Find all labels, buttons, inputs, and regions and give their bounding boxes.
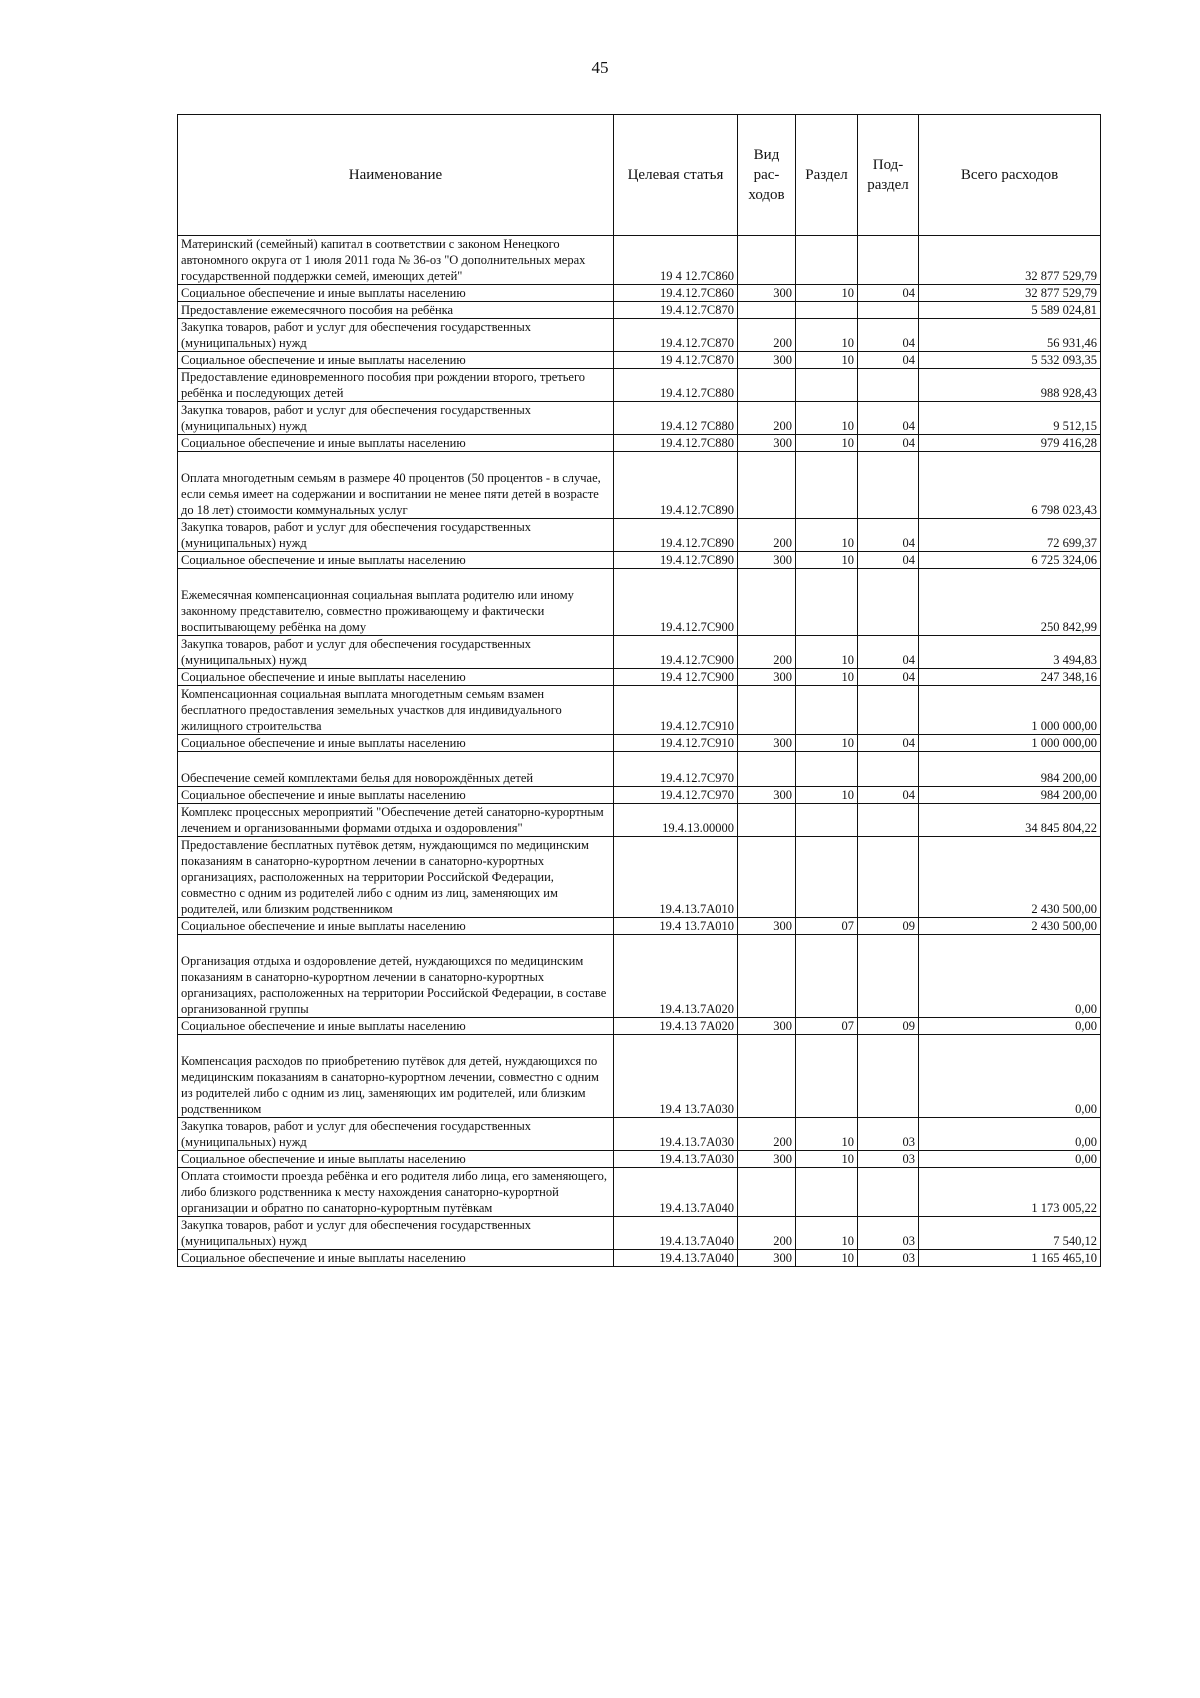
cell-subsection	[858, 236, 919, 285]
cell-total: 34 845 804,22	[919, 804, 1101, 837]
cell-kind: 200	[738, 402, 796, 435]
cell-name: Социальное обеспечение и иные выплаты населению	[178, 1018, 614, 1035]
page-number: 45	[591, 58, 609, 77]
cell-total: 6 798 023,43	[919, 452, 1101, 519]
cell-total: 72 699,37	[919, 519, 1101, 552]
cell-section	[796, 686, 858, 735]
cell-article: 19.4.12.7С970	[614, 752, 738, 787]
cell-article: 19.4 13.7А030	[614, 1035, 738, 1118]
cell-article: 19.4.13.7А020	[614, 935, 738, 1018]
cell-name: Социальное обеспечение и иные выплаты населению	[178, 552, 614, 569]
cell-section	[796, 752, 858, 787]
cell-kind: 300	[738, 735, 796, 752]
table-row	[178, 1250, 1101, 1267]
table-row	[178, 1168, 1101, 1217]
cell-subsection: 04	[858, 402, 919, 435]
table-row	[178, 319, 1101, 352]
table-row	[178, 636, 1101, 669]
cell-kind: 300	[738, 552, 796, 569]
cell-name: Компенсация расходов по приобретению путёвок для детей, нуждающихся по медицинским показаниям в санаторно-курортном лечении, совместно с одним из родителей либо с одним из лиц, заменяющих им родителей, или близким родственником	[178, 1035, 614, 1118]
cell-kind: 300	[738, 285, 796, 302]
cell-section: 10	[796, 1151, 858, 1168]
cell-article: 19.4.13.7А030	[614, 1118, 738, 1151]
cell-name: Социальное обеспечение и иные выплаты населению	[178, 918, 614, 935]
table-row	[178, 686, 1101, 735]
cell-total: 984 200,00	[919, 787, 1101, 804]
header-section: Раздел	[796, 115, 858, 236]
table-row	[178, 369, 1101, 402]
cell-total: 32 877 529,79	[919, 285, 1101, 302]
cell-section: 10	[796, 735, 858, 752]
cell-subsection	[858, 452, 919, 519]
cell-name: Социальное обеспечение и иные выплаты населению	[178, 435, 614, 452]
cell-subsection	[858, 569, 919, 636]
cell-total: 0,00	[919, 935, 1101, 1018]
cell-total: 32 877 529,79	[919, 236, 1101, 285]
cell-section	[796, 302, 858, 319]
cell-subsection	[858, 369, 919, 402]
table-row	[178, 1217, 1101, 1250]
cell-subsection: 04	[858, 352, 919, 369]
cell-name: Социальное обеспечение и иные выплаты населению	[178, 352, 614, 369]
cell-subsection: 04	[858, 519, 919, 552]
cell-kind	[738, 452, 796, 519]
cell-kind	[738, 752, 796, 787]
cell-total: 1 165 465,10	[919, 1250, 1101, 1267]
cell-section: 10	[796, 319, 858, 352]
cell-subsection: 04	[858, 735, 919, 752]
cell-kind	[738, 236, 796, 285]
cell-article: 19.4.12.7С870	[614, 319, 738, 352]
cell-kind	[738, 935, 796, 1018]
cell-section	[796, 804, 858, 837]
cell-article: 19.4.12.7С890	[614, 552, 738, 569]
cell-subsection	[858, 935, 919, 1018]
cell-section	[796, 569, 858, 636]
cell-subsection	[858, 752, 919, 787]
cell-name: Материнский (семейный) капитал в соответствии с законом Ненецкого автономного округа от 1 июля 2011 года № 36-оз "О дополнительных мерах государственной поддержки семей, имеющих детей"	[178, 236, 614, 285]
cell-name: Оплата многодетным семьям в размере 40 процентов (50 процентов - в случае, если семья имеет на содержании и воспитании не менее пяти детей в возрасте до 18 лет) стоимости коммунальных услуг	[178, 452, 614, 519]
cell-total: 1 000 000,00	[919, 686, 1101, 735]
cell-kind	[738, 569, 796, 636]
cell-kind	[738, 804, 796, 837]
table-row	[178, 837, 1101, 918]
cell-article: 19.4.12.7С970	[614, 787, 738, 804]
table-row	[178, 452, 1101, 519]
cell-name: Оплата стоимости проезда ребёнка и его родителя либо лица, его заменяющего, либо близкого родственника к месту нахождения санаторно-курортной организации и обратно по санаторно-курортным путёвкам	[178, 1168, 614, 1217]
cell-kind	[738, 837, 796, 918]
cell-name: Социальное обеспечение и иные выплаты населению	[178, 669, 614, 686]
cell-subsection: 04	[858, 636, 919, 669]
cell-total: 1 000 000,00	[919, 735, 1101, 752]
table-row	[178, 669, 1101, 686]
table-row	[178, 402, 1101, 435]
cell-total: 0,00	[919, 1018, 1101, 1035]
cell-name: Социальное обеспечение и иные выплаты населению	[178, 1151, 614, 1168]
cell-total: 0,00	[919, 1035, 1101, 1118]
cell-section: 07	[796, 1018, 858, 1035]
cell-subsection: 03	[858, 1151, 919, 1168]
cell-total: 979 416,28	[919, 435, 1101, 452]
cell-kind: 200	[738, 636, 796, 669]
cell-name: Закупка товаров, работ и услуг для обеспечения государственных (муниципальных) нужд	[178, 1118, 614, 1151]
cell-kind	[738, 1168, 796, 1217]
cell-subsection	[858, 686, 919, 735]
cell-section: 07	[796, 918, 858, 935]
header-total: Всего расходов	[919, 115, 1101, 236]
cell-section: 10	[796, 787, 858, 804]
cell-subsection: 09	[858, 918, 919, 935]
cell-article: 19.4.12.7С890	[614, 519, 738, 552]
cell-article: 19.4.12.7С900	[614, 636, 738, 669]
cell-article: 19.4.12.7С880	[614, 435, 738, 452]
table-row	[178, 552, 1101, 569]
cell-name: Социальное обеспечение и иные выплаты населению	[178, 787, 614, 804]
cell-article: 19.4.13.7А040	[614, 1168, 738, 1217]
cell-kind: 300	[738, 787, 796, 804]
table-row	[178, 236, 1101, 285]
cell-section: 10	[796, 435, 858, 452]
cell-article: 19.4.12.7С910	[614, 735, 738, 752]
cell-section: 10	[796, 669, 858, 686]
table-row	[178, 918, 1101, 935]
table-row	[178, 735, 1101, 752]
cell-article: 19.4.12.7С860	[614, 285, 738, 302]
cell-article: 19 4.12.7С870	[614, 352, 738, 369]
cell-section: 10	[796, 1217, 858, 1250]
cell-section	[796, 935, 858, 1018]
cell-name: Закупка товаров, работ и услуг для обеспечения государственных (муниципальных) нужд	[178, 636, 614, 669]
cell-subsection	[858, 837, 919, 918]
cell-subsection	[858, 302, 919, 319]
table-row	[178, 1118, 1101, 1151]
table-header-row	[178, 115, 1101, 236]
cell-subsection: 04	[858, 285, 919, 302]
cell-section: 10	[796, 285, 858, 302]
table-row	[178, 285, 1101, 302]
cell-subsection	[858, 1168, 919, 1217]
cell-total: 6 725 324,06	[919, 552, 1101, 569]
cell-article: 19.4 13.7А010	[614, 918, 738, 935]
cell-subsection: 04	[858, 435, 919, 452]
cell-total: 247 348,16	[919, 669, 1101, 686]
cell-section: 10	[796, 636, 858, 669]
cell-article: 19.4.12 7С880	[614, 402, 738, 435]
cell-subsection	[858, 1035, 919, 1118]
cell-name: Компенсационная социальная выплата многодетным семьям взамен бесплатного предоставления земельных участков для индивидуального жилищного строительства	[178, 686, 614, 735]
cell-article: 19.4.13.7А010	[614, 837, 738, 918]
cell-article: 19.4.12.7С890	[614, 452, 738, 519]
table-row	[178, 519, 1101, 552]
cell-total: 1 173 005,22	[919, 1168, 1101, 1217]
header-name: Наименование	[178, 115, 614, 236]
table-row	[178, 1151, 1101, 1168]
cell-section	[796, 837, 858, 918]
cell-kind: 300	[738, 1018, 796, 1035]
cell-name: Закупка товаров, работ и услуг для обеспечения государственных (муниципальных) нужд	[178, 319, 614, 352]
cell-kind: 300	[738, 1250, 796, 1267]
cell-subsection: 04	[858, 319, 919, 352]
cell-section: 10	[796, 402, 858, 435]
cell-total: 5 532 093,35	[919, 352, 1101, 369]
cell-name: Предоставление единовременного пособия при рождении второго, третьего ребёнка и последующих детей	[178, 369, 614, 402]
cell-total: 0,00	[919, 1151, 1101, 1168]
cell-kind: 300	[738, 669, 796, 686]
cell-subsection: 09	[858, 1018, 919, 1035]
cell-kind	[738, 302, 796, 319]
cell-section: 10	[796, 352, 858, 369]
table-row	[178, 1035, 1101, 1118]
cell-section: 10	[796, 1118, 858, 1151]
cell-section	[796, 452, 858, 519]
cell-section: 10	[796, 1250, 858, 1267]
cell-total: 3 494,83	[919, 636, 1101, 669]
cell-kind: 300	[738, 352, 796, 369]
cell-section	[796, 369, 858, 402]
cell-subsection: 04	[858, 669, 919, 686]
cell-kind	[738, 1035, 796, 1118]
budget-table	[177, 114, 1101, 1267]
table-row	[178, 435, 1101, 452]
cell-section	[796, 1168, 858, 1217]
cell-kind: 200	[738, 1118, 796, 1151]
cell-kind: 200	[738, 319, 796, 352]
table-row	[178, 804, 1101, 837]
cell-article: 19.4.13 7А020	[614, 1018, 738, 1035]
cell-total: 9 512,15	[919, 402, 1101, 435]
cell-article: 19.4.13.00000	[614, 804, 738, 837]
cell-article: 19.4.13.7А030	[614, 1151, 738, 1168]
cell-kind: 300	[738, 435, 796, 452]
cell-section	[796, 1035, 858, 1118]
cell-total: 250 842,99	[919, 569, 1101, 636]
cell-section	[796, 236, 858, 285]
cell-name: Предоставление ежемесячного пособия на ребёнка	[178, 302, 614, 319]
cell-name: Организация отдыха и оздоровление детей, нуждающихся по медицинским показаниям в санаторно-курортном лечении в санаторно-курортных организациях, расположенных на территории Российской Федерации, в составе организованной группы	[178, 935, 614, 1018]
cell-total: 5 589 024,81	[919, 302, 1101, 319]
cell-subsection	[858, 804, 919, 837]
table-body	[178, 236, 1101, 1267]
cell-name: Социальное обеспечение и иные выплаты населению	[178, 735, 614, 752]
cell-article: 19.4.12.7С870	[614, 302, 738, 319]
cell-subsection: 04	[858, 552, 919, 569]
cell-subsection: 03	[858, 1250, 919, 1267]
header-kind: Вид рас-ходов	[738, 115, 796, 236]
cell-name: Ежемесячная компенсационная социальная выплата родителю или иному законному представителю, совместно проживающему и фактически воспитывающему ребёнка на дому	[178, 569, 614, 636]
cell-name: Предоставление бесплатных путёвок детям, нуждающимся по медицинским показаниям в санаторно-курортном лечении в санаторно-курортных организациях, расположенных на территории Российской Федерации, совместно с одним из родителей либо с одним из лиц, заменяющих им родителей, или близким родственником	[178, 837, 614, 918]
cell-kind: 200	[738, 519, 796, 552]
table-row	[178, 1018, 1101, 1035]
cell-total: 0,00	[919, 1118, 1101, 1151]
cell-name: Социальное обеспечение и иные выплаты населению	[178, 1250, 614, 1267]
cell-total: 7 540,12	[919, 1217, 1101, 1250]
cell-total: 984 200,00	[919, 752, 1101, 787]
cell-name: Закупка товаров, работ и услуг для обеспечения государственных (муниципальных) нужд	[178, 1217, 614, 1250]
header-subsection: Под-раздел	[858, 115, 919, 236]
cell-section: 10	[796, 552, 858, 569]
cell-total: 2 430 500,00	[919, 837, 1101, 918]
cell-article: 19 4 12.7С860	[614, 236, 738, 285]
cell-total: 988 928,43	[919, 369, 1101, 402]
cell-total: 56 931,46	[919, 319, 1101, 352]
cell-article: 19.4 12.7С900	[614, 669, 738, 686]
cell-name: Социальное обеспечение и иные выплаты населению	[178, 285, 614, 302]
cell-subsection: 04	[858, 787, 919, 804]
cell-article: 19.4.12.7С910	[614, 686, 738, 735]
cell-kind: 300	[738, 1151, 796, 1168]
cell-section: 10	[796, 519, 858, 552]
table-row	[178, 935, 1101, 1018]
cell-article: 19.4.13.7А040	[614, 1217, 738, 1250]
cell-kind: 200	[738, 1217, 796, 1250]
cell-kind: 300	[738, 918, 796, 935]
cell-subsection: 03	[858, 1118, 919, 1151]
cell-kind	[738, 369, 796, 402]
cell-subsection: 03	[858, 1217, 919, 1250]
table-row	[178, 302, 1101, 319]
cell-name: Закупка товаров, работ и услуг для обеспечения государственных (муниципальных) нужд	[178, 402, 614, 435]
cell-name: Закупка товаров, работ и услуг для обеспечения государственных (муниципальных) нужд	[178, 519, 614, 552]
cell-article: 19.4.13.7А040	[614, 1250, 738, 1267]
cell-article: 19.4.12.7С880	[614, 369, 738, 402]
table-row	[178, 787, 1101, 804]
table-row	[178, 752, 1101, 787]
table-row	[178, 352, 1101, 369]
cell-total: 2 430 500,00	[919, 918, 1101, 935]
table-row	[178, 569, 1101, 636]
cell-article: 19.4.12.7С900	[614, 569, 738, 636]
header-article: Целевая статья	[614, 115, 738, 236]
cell-name: Комплекс процессных мероприятий "Обеспечение детей санаторно-курортным лечением и организованными формами отдыха и оздоровления"	[178, 804, 614, 837]
cell-name: Обеспечение семей комплектами белья для новорождённых детей	[178, 752, 614, 787]
cell-kind	[738, 686, 796, 735]
